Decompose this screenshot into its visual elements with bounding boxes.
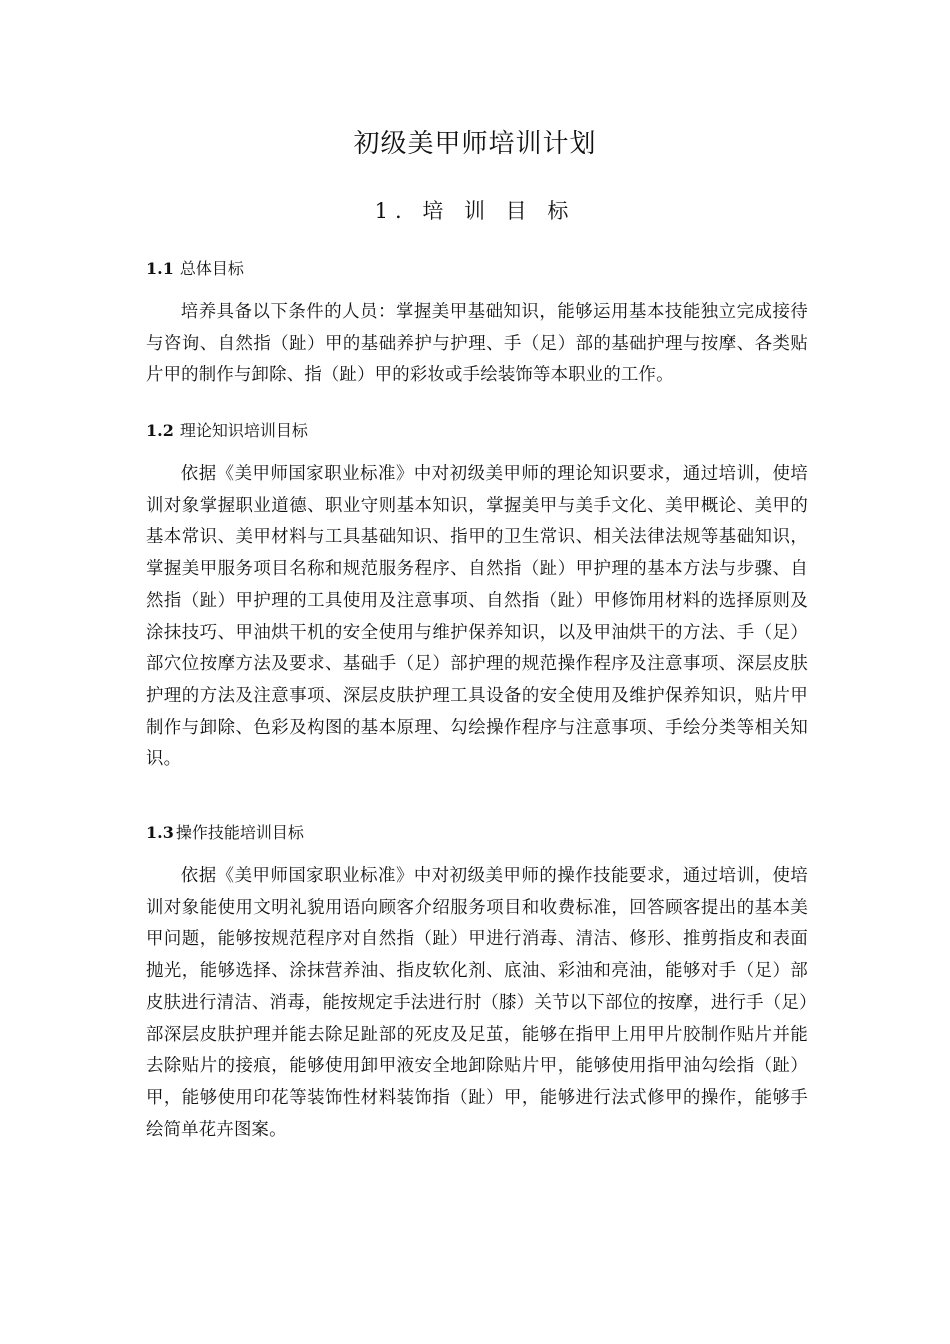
paragraph-theory-goal: 依据《美甲师国家职业标准》中对初级美甲师的理论知识要求，通过培训，使培训对象掌握职业道德、职业守则基本知识，掌握美甲与美手文化、美甲概论、美甲的基本常识、美甲材料与工具基础知识、指甲的卫生常识、相关法律法规等基础知识，掌握美甲服务项目名称和规范服务程序、自然指（趾）甲护理的基本方法与步骤、自然指（趾）甲护理的工具使用及注意事项、自然指（趾）甲修饰用材料的选择原则及涂抹技巧、甲油烘干机的安全使用与维护保养知识，以及甲油烘干的方法、手（足）部穴位按摩方法及要求、基础手（足）部护理的规范操作程序及注意事项、深层皮肤护理的方法及注意事项、深层皮肤护理工具设备的安全使用及维护保养知识，贴片甲制作与卸除、色彩及构图的基本原理、勾绘操作程序与注意事项、手绘分类等相关知识。 (146, 464, 808, 770)
subsection-number: 1.1 (146, 259, 174, 278)
section-heading: 1. 培 训 目 标 (374, 199, 576, 223)
subsection-title: 理论知识培训目标 (179, 421, 308, 440)
paragraph-overall-goal: 培养具备以下条件的人员：掌握美甲基础知识，能够运用基本技能独立完成接待与咨询、自然指（趾）甲的基础养护与护理、手（足）部的基础护理与按摩、各类贴片甲的制作与卸除、指（趾）甲的彩妆或手绘装饰等本职业的工作。 (146, 302, 808, 386)
subsection-number: 1.2 (146, 421, 174, 440)
document-title: 初级美甲师培训计划 (353, 129, 597, 159)
subsection-heading-1-1 (146, 256, 244, 282)
subsection-heading-1-3 (146, 820, 304, 846)
subsection-heading-1-2 (146, 418, 308, 444)
subsection-number: 1.3 (146, 823, 174, 842)
subsection-title: 操作技能培训目标 (175, 823, 304, 842)
subsection-title: 总体目标 (179, 259, 244, 278)
paragraph-skill-goal: 依据《美甲师国家职业标准》中对初级美甲师的操作技能要求，通过培训，使培训对象能使用文明礼貌用语向顾客介绍服务项目和收费标准，回答顾客提出的基本美甲问题，能够按规范程序对自然指（趾）甲进行消毒、清洁、修形、推剪指皮和表面抛光，能够选择、涂抹营养油、指皮软化剂、底油、彩油和亮油，能够对手（足）部皮肤进行清洁、消毒，能按规定手法进行肘（膝）关节以下部位的按摩，进行手（足）部深层皮肤护理并能去除足趾部的死皮及足茧，能够在指甲上用甲片胶制作贴片并能去除贴片的接痕，能够使用卸甲液安全地卸除贴片甲，能够使用指甲油勾绘指（趾）甲，能够使用印花等装饰性材料装饰指（趾）甲，能够进行法式修甲的操作，能够手绘简单花卉图案。 (146, 866, 808, 1140)
